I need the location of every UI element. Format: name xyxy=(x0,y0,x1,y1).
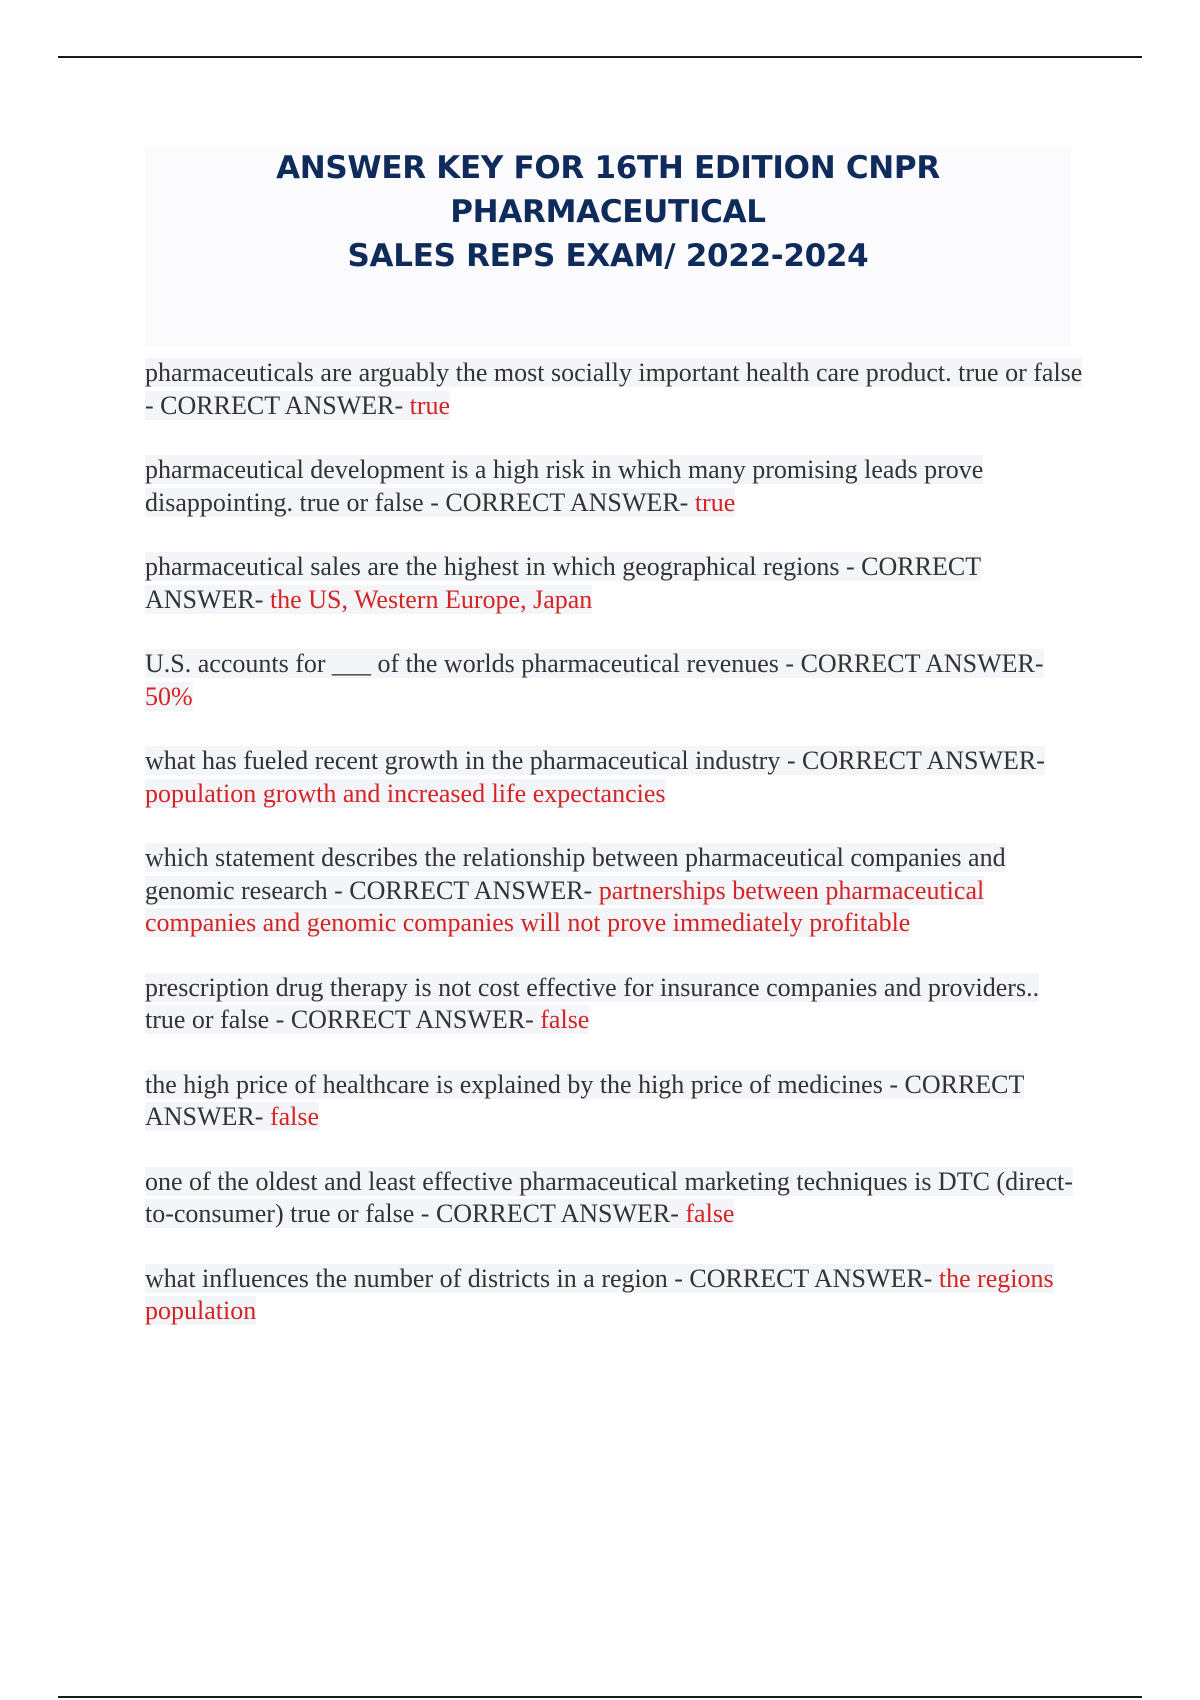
qa-item xyxy=(145,745,1085,810)
answer-text: true xyxy=(409,390,451,420)
question-text: prescription drug therapy is not cost effective for insurance companies and providers.. true or false - xyxy=(145,972,1040,1034)
qa-item xyxy=(145,1166,1085,1231)
answer-text: partnerships between pharmaceutical companies and genomic companies will not prove immediately profitable xyxy=(145,875,985,937)
qa-item xyxy=(145,1069,1085,1134)
answer-text: false xyxy=(269,1102,320,1131)
title-line-2: SALES REPS EXAM/ 2022-2024 xyxy=(347,238,869,274)
bottom-rule xyxy=(58,1696,1142,1698)
qa-item xyxy=(145,357,1085,422)
answer-label: CORRECT ANSWER- xyxy=(145,552,981,614)
answer-label: CORRECT ANSWER- xyxy=(290,1005,534,1034)
answer-label: CORRECT ANSWER- xyxy=(800,649,1044,678)
answer-label: CORRECT ANSWER- xyxy=(160,390,404,420)
qa-item xyxy=(145,648,1085,713)
question-text: pharmaceuticals are arguably the most socially important health care product. true or false - xyxy=(145,358,1083,420)
question-text: what influences the number of districts in a region - xyxy=(145,1263,690,1293)
answer-label: CORRECT ANSWER- xyxy=(145,1069,1024,1131)
answer-label: CORRECT ANSWER- xyxy=(349,875,593,905)
qa-item xyxy=(145,972,1085,1037)
question-text: what has fueled recent growth in the pharmaceutical industry - xyxy=(145,746,802,775)
question-text: the high price of healthcare is explained by the high price of medicines - xyxy=(145,1069,905,1099)
top-rule xyxy=(58,56,1142,58)
document-title xyxy=(145,146,1071,278)
answer-text: false xyxy=(685,1199,735,1228)
answer-text: the regions population xyxy=(145,1263,1054,1325)
answer-label: CORRECT ANSWER- xyxy=(689,1263,933,1293)
question-text: pharmaceutical sales are the highest in which geographical regions - xyxy=(145,552,862,581)
title-line-1: ANSWER KEY FOR 16TH EDITION CNPR PHARMACEUTICAL xyxy=(276,150,940,230)
answer-text: population growth and increased life expectancies xyxy=(145,778,666,808)
question-text: which statement describes the relationship between pharmaceutical companies and genomic research - xyxy=(145,843,1006,905)
question-text: pharmaceutical development is a high risk in which many promising leads prove disappointing. true or false - xyxy=(145,455,984,517)
answer-label: CORRECT ANSWER- xyxy=(445,487,689,517)
answer-text: true xyxy=(694,487,736,517)
answer-text: the US, Western Europe, Japan xyxy=(269,584,593,614)
answer-text: 50% xyxy=(145,681,193,711)
qa-item xyxy=(145,842,1085,940)
answer-text: false xyxy=(540,1005,590,1034)
qa-item xyxy=(145,454,1085,519)
question-text: one of the oldest and least effective pharmaceutical marketing techniques is DTC (direct-to-consumer) true or false - xyxy=(145,1166,1073,1228)
qa-list xyxy=(145,357,1085,1360)
qa-item xyxy=(145,1263,1085,1328)
answer-label: CORRECT ANSWER- xyxy=(435,1199,679,1228)
answer-label: CORRECT ANSWER- xyxy=(801,746,1045,775)
question-text: U.S. accounts for ___ of the worlds pharmaceutical revenues - xyxy=(145,649,801,678)
qa-item xyxy=(145,551,1085,616)
title-block xyxy=(145,146,1071,346)
